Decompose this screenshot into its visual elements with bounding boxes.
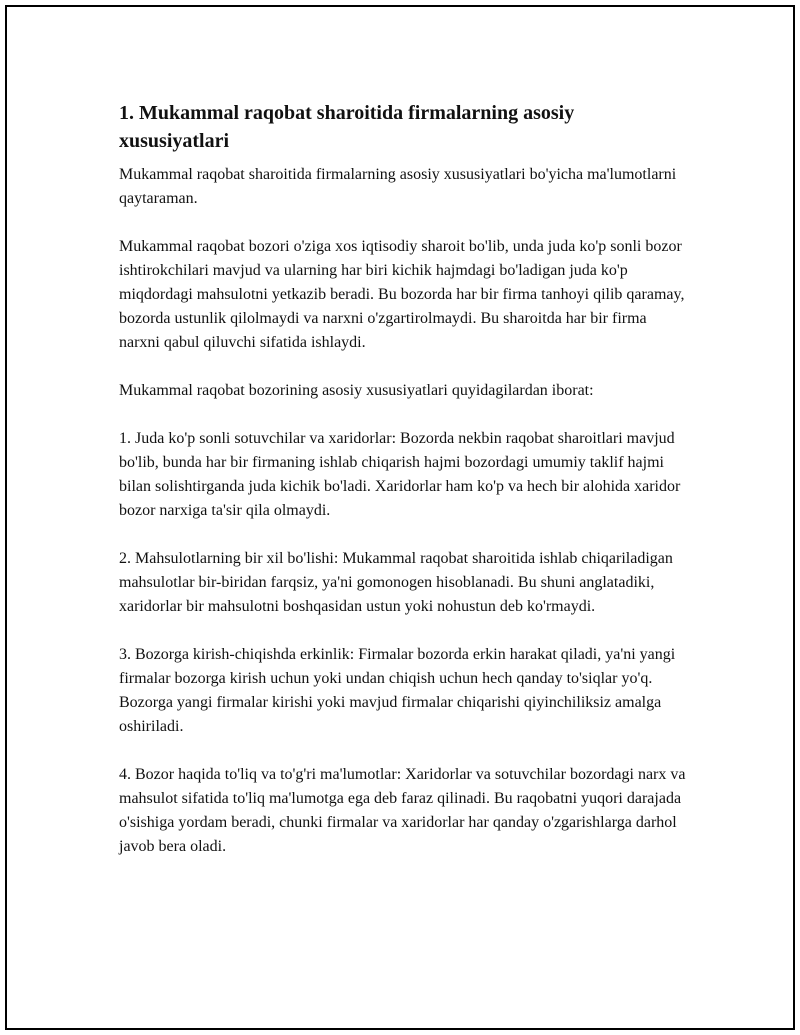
features-intro-paragraph: Mukammal raqobat bozorining asosiy xususiyatlari quyidagilardan iborat: [119, 382, 594, 399]
definition-paragraph: Mukammal raqobat bozori o'ziga xos iqtisodiy sharoit bo'lib, unda juda ko'p sonli bozor ishtirokchilari mavjud va ularning har biri kichik hajmdagi bo'ladigan juda ko'p miqdordagi mahsulotni yetkazib beradi. Bu bozorda har bir firma tanhoyi qilib qaramay, bozorda ustunlik qilolmaydi va narxni o'zgartirolmaydi. Bu sharoitda har bir firma narxni qabul qiluvchi sifatida ishlaydi. [119, 238, 685, 351]
feature-3-paragraph: 3. Bozorga kirish-chiqishda erkinlik: Firmalar bozorda erkin harakat qiladi, ya'ni yangi firmalar bozorga kirish uchun yoki undan chiqish uchun hech qanday to'siqlar yo'q. Bozorga yangi firmalar kirishi yoki mavjud firmalar chiqarishi qiyinchiliksiz amalga oshiriladi. [119, 646, 676, 735]
feature-4-paragraph: 4. Bozor haqida to'liq va to'g'ri ma'lumotlar: Xaridorlar va sotuvchilar bozordagi narx va mahsulot sifatida to'liq ma'lumotga ega deb faraz qilinadi. Bu raqobatni yuqori darajada o'sishiga yordam beradi, chunki firmalar va xaridorlar har qanday o'zgarishlarga darhol javob bera oladi. [119, 766, 686, 855]
document-page [5, 5, 795, 1030]
intro-paragraph: Mukammal raqobat sharoitida firmalarning asosiy xususiyatlari bo'yicha ma'lumotlarni qaytaraman. [119, 166, 677, 207]
document-title: 1. Mukammal raqobat sharoitida firmalarning asosiy xususiyatlari [119, 102, 575, 152]
document-body [119, 99, 689, 883]
feature-2-paragraph: 2. Mahsulotlarning bir xil bo'lishi: Mukammal raqobat sharoitida ishlab chiqariladigan mahsulotlar bir-biridan farqsiz, ya'ni gomonogen hisoblanadi. Bu shuni anglatadiki, xaridorlar bir mahsulotni boshqasidan ustun yoki nohustun deb ko'rmaydi. [119, 550, 673, 615]
feature-1-paragraph: 1. Juda ko'p sonli sotuvchilar va xaridorlar: Bozorda nekbin raqobat sharoitlari mavjud bo'lib, bunda har bir firmaning ishlab chiqarish hajmi bozordagi umumiy taklif hajmi bilan solishtirganda juda kichik bo'ladi. Xaridorlar ham ko'p va hech bir alohida xaridor bozor narxiga ta'sir qila olmaydi. [119, 430, 681, 519]
